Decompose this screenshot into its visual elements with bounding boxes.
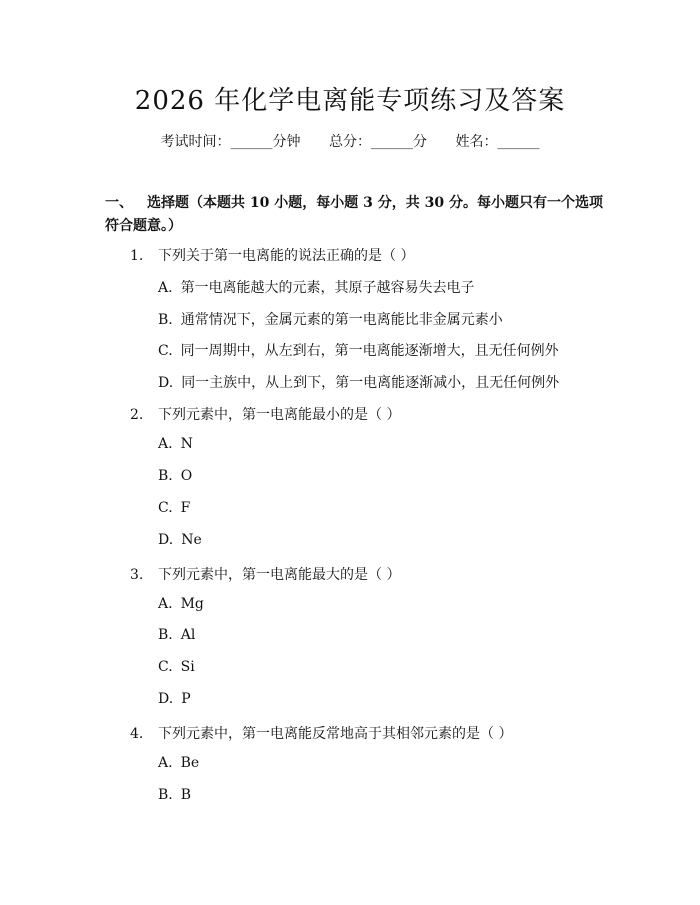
- option-text: Al: [180, 627, 196, 643]
- exam-meta-row: [0, 131, 700, 151]
- option-text: 通常情况下，金属元素的第一电离能比非金属元素小: [180, 312, 503, 328]
- question-3: [130, 564, 400, 584]
- option-text: F: [180, 500, 191, 516]
- option-text: B: [180, 787, 192, 803]
- option-letter: A.: [158, 596, 173, 612]
- question-2-option-a: [158, 436, 193, 452]
- option-text: 同一主族中，从上到下，第一电离能逐渐减小，且无任何例外: [181, 375, 560, 391]
- question-3-option-b: [158, 627, 195, 643]
- section-number: 一、: [105, 195, 133, 211]
- total-score-field: 总分：______分: [329, 134, 427, 150]
- option-letter: D.: [158, 691, 174, 707]
- option-letter: B.: [158, 468, 173, 484]
- option-text: O: [180, 468, 193, 484]
- option-text: Be: [180, 755, 200, 771]
- option-letter: B.: [158, 312, 173, 328]
- question-1-option-a: [158, 277, 475, 297]
- option-letter: D.: [158, 532, 174, 548]
- exam-time-field: 考试时间：______分钟: [160, 134, 301, 150]
- option-letter: B.: [158, 627, 173, 643]
- question-1-option-b: [158, 309, 503, 329]
- student-name-field: 姓名：______: [455, 134, 540, 150]
- question-2-option-c: [158, 500, 190, 516]
- question-number: 3.: [130, 567, 144, 583]
- question-2-option-b: [158, 468, 192, 484]
- question-4: [130, 723, 512, 743]
- question-text: 下列元素中，第一电离能最大的是（ ）: [158, 567, 401, 583]
- option-letter: C.: [158, 659, 173, 675]
- option-letter: C.: [158, 500, 173, 516]
- option-letter: D.: [158, 375, 174, 391]
- question-4-option-b: [158, 787, 191, 803]
- question-text: 下列元素中，第一电离能反常地高于其相邻元素的是（ ）: [158, 726, 513, 742]
- option-text: N: [180, 436, 193, 452]
- page-title: 2026 年化学电离能专项练习及答案: [134, 86, 566, 116]
- option-letter: A.: [158, 755, 173, 771]
- section-instructions: 选择题（本题共 10 小题，每小题 3 分，共 30 分。每小题只有一个选项符合题意。）: [105, 195, 603, 234]
- question-3-option-a: [158, 596, 204, 612]
- question-1: [130, 245, 414, 265]
- option-text: P: [181, 691, 191, 707]
- section-heading: [105, 192, 605, 238]
- option-letter: B.: [158, 787, 173, 803]
- question-3-option-c: [158, 659, 195, 675]
- question-text: 下列元素中，第一电离能最小的是（ ）: [158, 407, 401, 423]
- option-text: 第一电离能越大的元素，其原子越容易失去电子: [180, 280, 475, 296]
- question-2-option-d: [158, 532, 202, 548]
- option-text: 同一周期中，从左到右，第一电离能逐渐增大，且无任何例外: [180, 343, 559, 359]
- question-2: [130, 404, 400, 424]
- option-letter: A.: [158, 436, 173, 452]
- option-text: Ne: [181, 532, 202, 548]
- option-text: Mg: [180, 596, 204, 612]
- option-letter: A.: [158, 280, 173, 296]
- question-number: 1.: [130, 248, 144, 264]
- option-letter: C.: [158, 343, 173, 359]
- question-1-option-d: [158, 372, 559, 392]
- question-4-option-a: [158, 755, 199, 771]
- question-number: 2.: [130, 407, 144, 423]
- question-text: 下列关于第一电离能的说法正确的是（ ）: [158, 248, 415, 264]
- option-text: Si: [180, 659, 195, 675]
- question-number: 4.: [130, 726, 144, 742]
- question-1-option-c: [158, 340, 559, 360]
- question-3-option-d: [158, 691, 191, 707]
